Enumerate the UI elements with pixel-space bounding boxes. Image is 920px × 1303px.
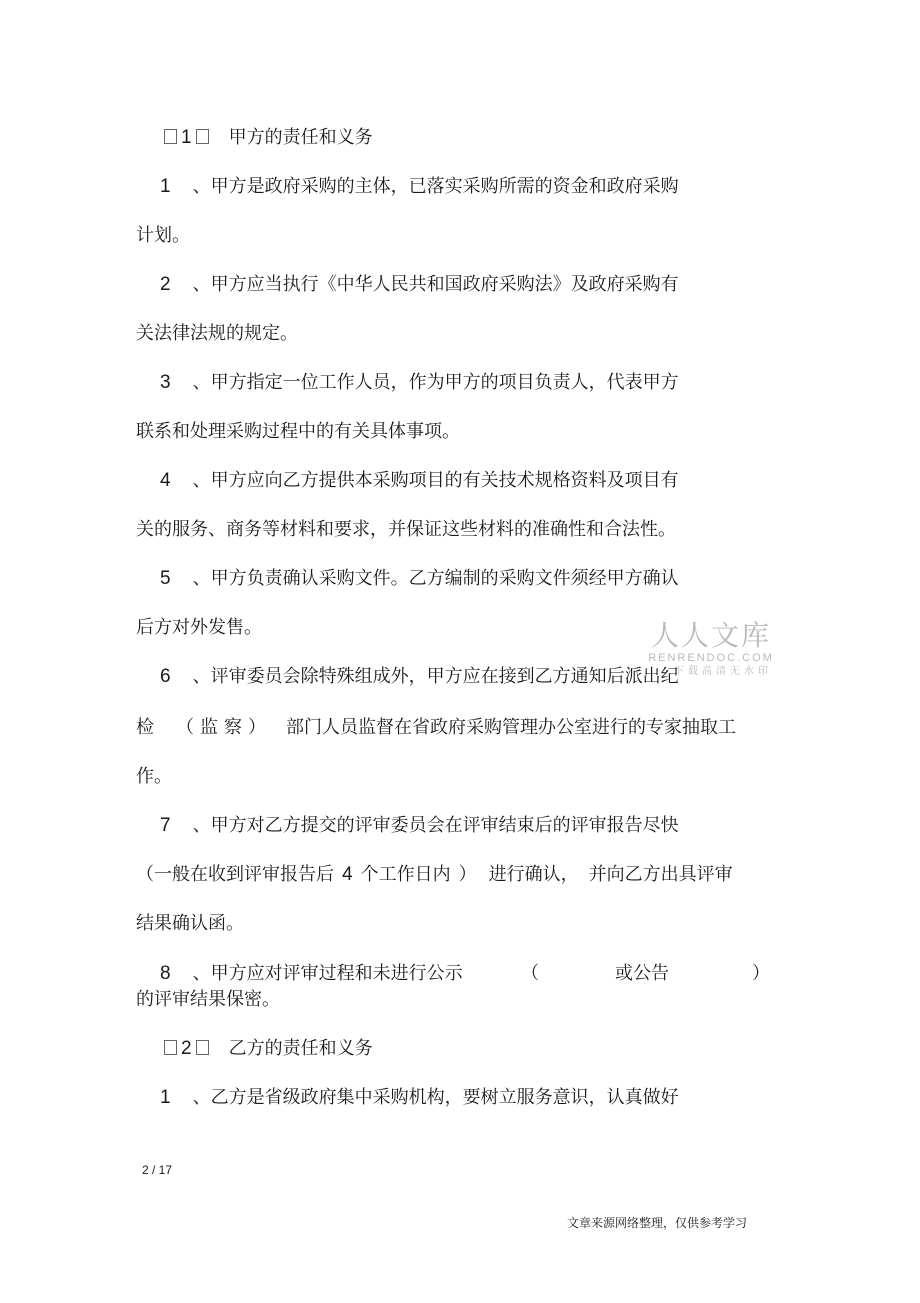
item-8-paren-close: ） (752, 963, 770, 984)
item-8-line-1 (160, 962, 463, 986)
item-8-paren-open: （ (521, 963, 539, 984)
item-5-line-2: 后方对外发售。 (136, 617, 262, 638)
item-7-line-3: 结果确认函。 (136, 913, 244, 934)
checkbox-glyph (196, 129, 209, 144)
item-7-line-1 (160, 814, 679, 838)
item-2-1-line-1 (160, 1086, 679, 1110)
text-segment: （一般在收到评审报告后 (136, 864, 334, 885)
section-heading-2 (160, 1037, 373, 1061)
checkbox-glyph (164, 1040, 177, 1055)
item-text: 、甲方是政府采购的主体，已落实采购所需的资金和政府采购 (192, 176, 679, 197)
item-3-line-2: 联系和处理采购过程中的有关具体事项。 (136, 421, 460, 442)
section-number: 2 (181, 1038, 192, 1059)
text-segment: 个工作日内 (360, 864, 451, 885)
item-number: 4 (160, 470, 171, 491)
item-8-line-2: 的评审结果保密。 (136, 989, 280, 1010)
item-number: 8 (160, 963, 171, 984)
section-heading-1 (160, 126, 373, 150)
footer-note: 文章来源网络整理，仅供参考学习 (567, 1216, 748, 1230)
item-8-or-announce: 或公告 (615, 963, 669, 984)
watermark-subtitle: 下载高清无水印 (674, 666, 772, 677)
item-6-line-2 (136, 716, 736, 740)
watermark-title: 人人文库 (650, 619, 771, 652)
text-segment: （监察） (176, 717, 272, 738)
text-segment: 部门人员监督在省政府采购管理办公室进行的专家抽取工 (286, 717, 736, 738)
text-segment: 4 (342, 864, 353, 885)
item-text: 、评审委员会除特殊组成外，甲方应在接到乙方通知后派出纪 (192, 666, 679, 687)
item-text: 、甲方应当执行《中华人民共和国政府采购法》及政府采购有 (192, 274, 679, 295)
item-1-line-1 (160, 175, 679, 199)
text-segment: 并向乙方出具评审 (588, 864, 733, 885)
item-4-line-2: 关的服务、商务等材料和要求，并保证这些材料的准确性和合法性。 (136, 519, 676, 540)
item-5-line-1 (160, 567, 679, 591)
item-6-line-3: 作。 (136, 766, 172, 787)
item-text: 、乙方是省级政府集中采购机构，要树立服务意识，认真做好 (192, 1087, 679, 1108)
section-title: 甲方的责任和义务 (228, 127, 373, 148)
item-number: 1 (160, 176, 171, 197)
item-4-line-1 (160, 469, 679, 493)
item-7-line-2 (136, 863, 733, 887)
text-segment: ） (458, 864, 477, 885)
item-number: 6 (160, 666, 171, 687)
item-3-line-1 (160, 371, 679, 395)
item-text: 、甲方负责确认采购文件。乙方编制的采购文件须经甲方确认 (192, 568, 679, 589)
checkbox-glyph (164, 129, 177, 144)
item-number: 3 (160, 372, 171, 393)
text-segment: 进行确认， (488, 864, 579, 885)
item-number: 1 (160, 1087, 171, 1108)
item-text: 、甲方应向乙方提供本采购项目的有关技术规格资料及项目有 (192, 470, 679, 491)
checkbox-glyph (196, 1040, 209, 1055)
item-2-line-2: 关法律法规的规定。 (136, 323, 298, 344)
item-text: 、甲方指定一位工作人员，作为甲方的项目负责人，代表甲方 (192, 372, 679, 393)
text-segment: 检 (136, 717, 154, 738)
item-1-line-2: 计划。 (136, 225, 190, 246)
watermark-url: RENRENDOC.COM (648, 652, 774, 664)
item-6-line-1 (160, 665, 679, 689)
page-number: 2 / 17 (142, 1163, 173, 1177)
section-number: 1 (181, 127, 192, 148)
item-text: 、甲方对乙方提交的评审委员会在评审结束后的评审报告尽快 (192, 815, 679, 836)
item-number: 7 (160, 815, 171, 836)
item-number: 5 (160, 568, 171, 589)
item-number: 2 (160, 274, 171, 295)
section-title: 乙方的责任和义务 (228, 1038, 373, 1059)
item-2-line-1 (160, 273, 679, 297)
item-text: 、甲方应对评审过程和未进行公示 (192, 963, 463, 984)
